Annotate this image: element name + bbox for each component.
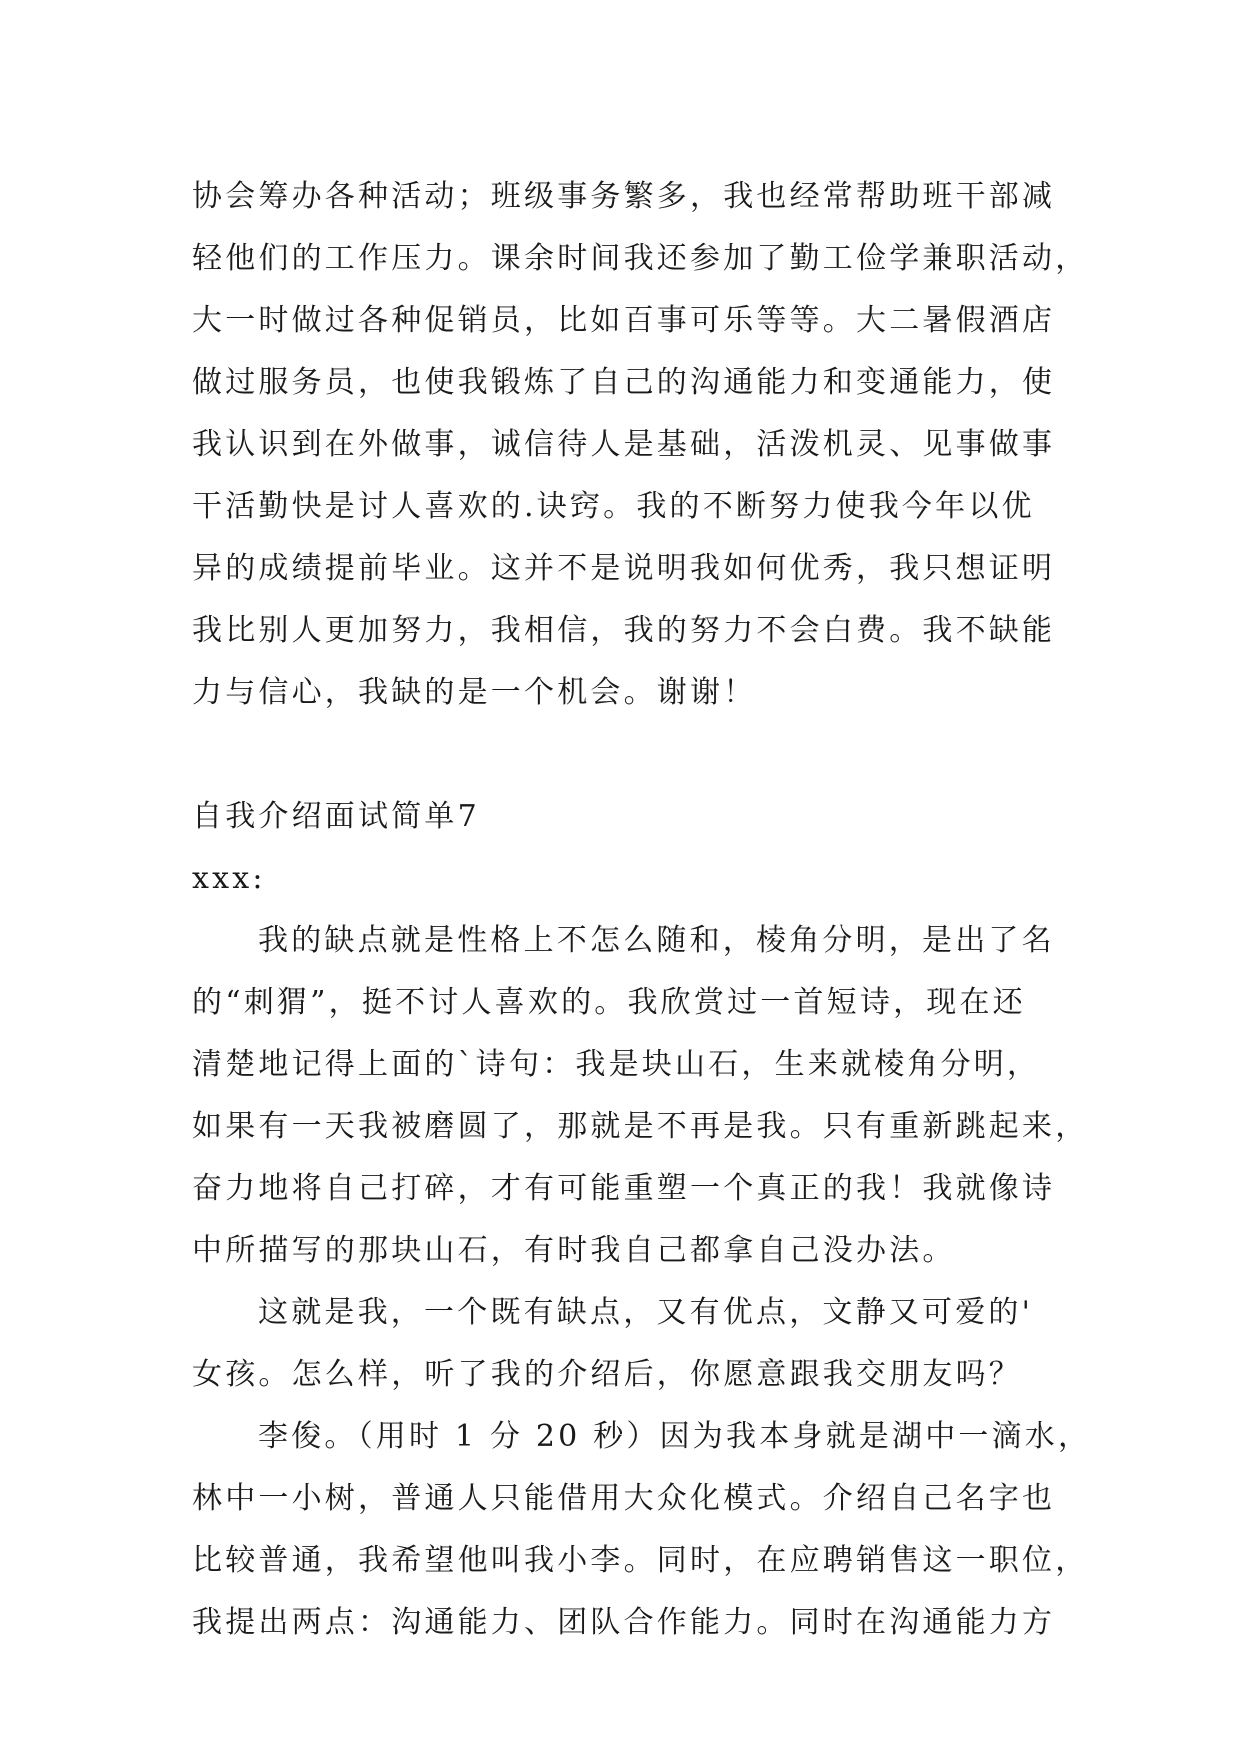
paragraph-shortcomings (192, 910, 1089, 1282)
text-line: 清楚地记得上面的`诗句：我是块山石，生来就棱角分明， (192, 1047, 1041, 1082)
text-line: 轻他们的工作压力。课余时间我还参加了勤工俭学兼职活动， (192, 241, 1089, 276)
section-title: 自我介绍面试简单7 (192, 799, 480, 834)
text-line: 我认识到在外做事，诚信待人是基础，活泼机灵、见事做事 (192, 427, 1056, 462)
paragraph-spacer (192, 724, 1072, 786)
text-line: 我提出两点：沟通能力、团队合作能力。同时在沟通能力方 (192, 1605, 1056, 1640)
text-line: 李俊。（用时 1 分 20 秒）因为我本身就是湖中一滴水， (258, 1419, 1092, 1454)
text-line: 做过服务员，也使我锻炼了自己的沟通能力和变通能力，使 (192, 365, 1056, 400)
document-body (192, 166, 1092, 1654)
text-line: 如果有一天我被磨圆了，那就是不再是我。只有重新跳起来， (192, 1109, 1089, 1144)
paragraph-continued (192, 166, 1089, 724)
text-line: 异的成绩提前毕业。这并不是说明我如何优秀，我只想证明 (192, 551, 1056, 586)
text-line: 比较普通，我希望他叫我小李。同时，在应聘销售这一职位， (192, 1543, 1089, 1578)
text-line: 大一时做过各种促销员，比如百事可乐等等。大二暑假酒店 (192, 303, 1056, 338)
text-line: 干活勤快是讨人喜欢的.诀窍。我的不断努力使我今年以优 (192, 489, 1035, 524)
text-line: 协会筹办各种活动；班级事务繁多，我也经常帮助班干部减 (192, 179, 1056, 214)
text-line: 我的缺点就是性格上不怎么随和，棱角分明，是出了名 (258, 923, 1055, 958)
text-line: 的“刺猬”，挺不讨人喜欢的。我欣赏过一首短诗，现在还 (192, 985, 1026, 1020)
text-line: 中所描写的那块山石，有时我自己都拿自己没办法。 (192, 1233, 956, 1268)
paragraph-li-jun (192, 1406, 1092, 1654)
text-line: 力与信心，我缺的是一个机会。谢谢！ (192, 675, 757, 710)
text-line: 女孩。怎么样，听了我的介绍后，你愿意跟我交朋友吗？ (192, 1357, 1022, 1392)
text-line: 这就是我，一个既有缺点，又有优点，文静又可爱的' (258, 1295, 1034, 1330)
salutation: xxx: (192, 861, 266, 896)
paragraph-summary (192, 1282, 1072, 1406)
text-line: 林中一小树，普通人只能借用大众化模式。介绍自己名字也 (192, 1481, 1056, 1516)
text-line: 奋力地将自己打碎，才有可能重塑一个真正的我！我就像诗 (192, 1171, 1056, 1206)
text-line: 我比别人更加努力，我相信，我的努力不会白费。我不缺能 (192, 613, 1056, 648)
